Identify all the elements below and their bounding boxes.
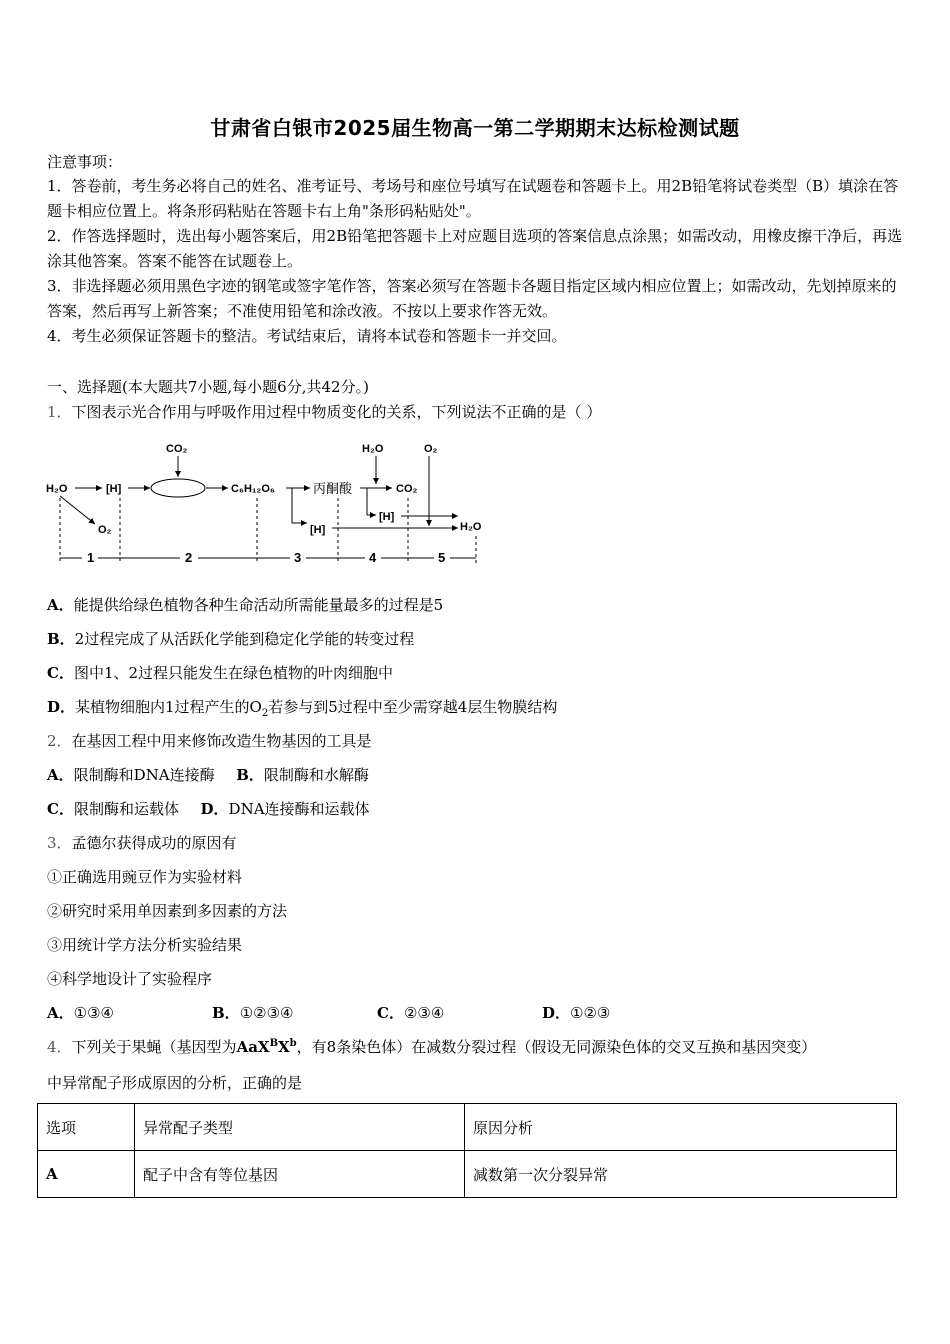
question-3-reason-1: ①正确选用豌豆作为实验材料 [47, 868, 243, 886]
question-3-reason-2: ②研究时采用单因素到多因素的方法 [47, 902, 288, 920]
stage-label-4: 4 [369, 550, 377, 565]
table-cell: A [38, 1151, 135, 1198]
h-label-1: [H] [106, 483, 122, 495]
stage-label-2: 2 [185, 550, 193, 565]
question-3-option-d: D．①②③ [542, 1004, 611, 1022]
question-3-option-a: A．①③④ [47, 1004, 114, 1022]
h-label-2: [H] [379, 511, 395, 523]
table-header-cell: 异常配子类型 [135, 1104, 465, 1151]
question-1-option-d: D．某植物细胞内1过程产生的$O_2$若参与到5过程中至少需穿越4层生物膜结构 [47, 698, 558, 719]
question-3-reason-3: ③用统计学方法分析实验结果 [47, 936, 243, 954]
notice-item-1: 1．答卷前，考生务必将自己的姓名、准考证号、考场号和座位号填写在试题卷和答题卡上。用2B铅笔将试卷类型（B）填涂在答题卡相应位置上。将条形码粘贴在答题卡右上角"条形码粘贴处"。 [47, 177, 899, 220]
page-title: 甘肃省白银市2025届生物高一第二学期期末达标检测试题 [210, 116, 740, 140]
question-3-reason-4: ④科学地设计了实验程序 [47, 970, 213, 988]
glucose-label: C₆H₁₂O₆ [231, 483, 275, 495]
question-1-option-a: A．能提供给绿色植物各种生命活动所需能量最多的过程是5 [47, 596, 444, 614]
question-4-stem-continued: 中异常配子形成原因的分析，正确的是 [47, 1074, 303, 1092]
question-1-text: 下图表示光合作用与呼吸作用过程中物质变化的关系，下列说法不正确的是（ ） [71, 403, 602, 421]
question-1-option-b: B．2过程完成了从活跃化学能到稳定化学能的转变过程 [47, 630, 415, 648]
calvin-cycle-ellipse [151, 479, 205, 497]
o2-low-label: O₂ [98, 524, 112, 536]
question-1-number: 1． [47, 403, 72, 421]
notice-item-2: 2．作答选择题时，选出每小题答案后，用2B铅笔把答题卡上对应题目选项的答案信息点涂黑；如需改动，用橡皮擦干净后，再选涂其他答案。答案不能答在试题卷上。 [47, 227, 903, 270]
table-header-cell: 原因分析 [465, 1104, 897, 1151]
notice-item-4: 4．考生必须保证答题卡的整洁。考试结束后，请将本试卷和答题卡一并交回。 [47, 327, 567, 345]
h2o-right-label: H₂O [460, 521, 482, 533]
question-2-option-d: DNA连接酶和运载体 [228, 800, 370, 818]
question-2-option-a: 限制酶和DNA连接酶 [73, 766, 215, 784]
stage-label-1: 1 [87, 550, 95, 565]
photosynthesis-respiration-diagram [40, 436, 510, 571]
question-2-stem: 2．在基因工程中用来修饰改造生物基因的工具是 [47, 732, 372, 750]
question-2-option-c: 限制酶和运载体 [73, 800, 179, 818]
question-1-option-c: C．图中1、2过程只能发生在绿色植物的叶肉细胞中 [47, 664, 394, 682]
co2-top-label: CO₂ [166, 443, 188, 455]
question-4-table [37, 1103, 897, 1198]
notice-heading: 注意事项： [47, 153, 123, 171]
stage-boundaries [60, 498, 476, 564]
co2-mid-label: CO₂ [396, 483, 418, 495]
arrow-h2o-to-o2 [60, 496, 95, 524]
question-3-stem: 3．孟德尔获得成功的原因有 [47, 834, 237, 852]
question-2-option-b: 限制酶和水解酶 [263, 766, 369, 784]
question-4-stem: 4．下列关于果蝇（基因型为$AaX^BX^b$，有8条染色体）在减数分裂过程（假设无同源染色体的交叉互换和基因突变） [47, 1038, 817, 1056]
h2o-left-label: H₂O [46, 483, 68, 495]
h2o-top-label: H₂O [362, 443, 384, 455]
pyruvate-label: 丙酮酸 [313, 481, 353, 496]
question-1-stem [47, 401, 601, 422]
question-2-options-ab: A．限制酶和DNA连接酶 B．限制酶和水解酶 [47, 766, 369, 784]
table-cell: 配子中含有等位基因 [135, 1151, 465, 1198]
question-3-option-b: B．①②③④ [212, 1004, 294, 1022]
table-row [38, 1151, 897, 1198]
section-heading: 一、选择题(本大题共7小题,每小题6分,共42分。) [47, 378, 369, 396]
question-2-options-cd: C．限制酶和运载体 D．DNA连接酶和运载体 [47, 800, 370, 818]
stage-label-5: 5 [438, 550, 446, 565]
table-header-cell: 选项 [38, 1104, 135, 1151]
table-cell: 减数第一次分裂异常 [465, 1151, 897, 1198]
table-header-row [38, 1104, 897, 1151]
h-label-3: [H] [310, 524, 326, 536]
question-3-option-c: C．②③④ [377, 1004, 445, 1022]
stage-label-3: 3 [294, 550, 302, 565]
notice-item-3: 3．非选择题必须用黑色字迹的钢笔或签字笔作答，答案必须写在答题卡各题目指定区域内相应位置上；如需改动，先划掉原来的答案，然后再写上新答案；不准使用铅笔和涂改液。不按以上要求作答无效。 [47, 277, 897, 320]
o2-top-label: O₂ [424, 443, 438, 455]
